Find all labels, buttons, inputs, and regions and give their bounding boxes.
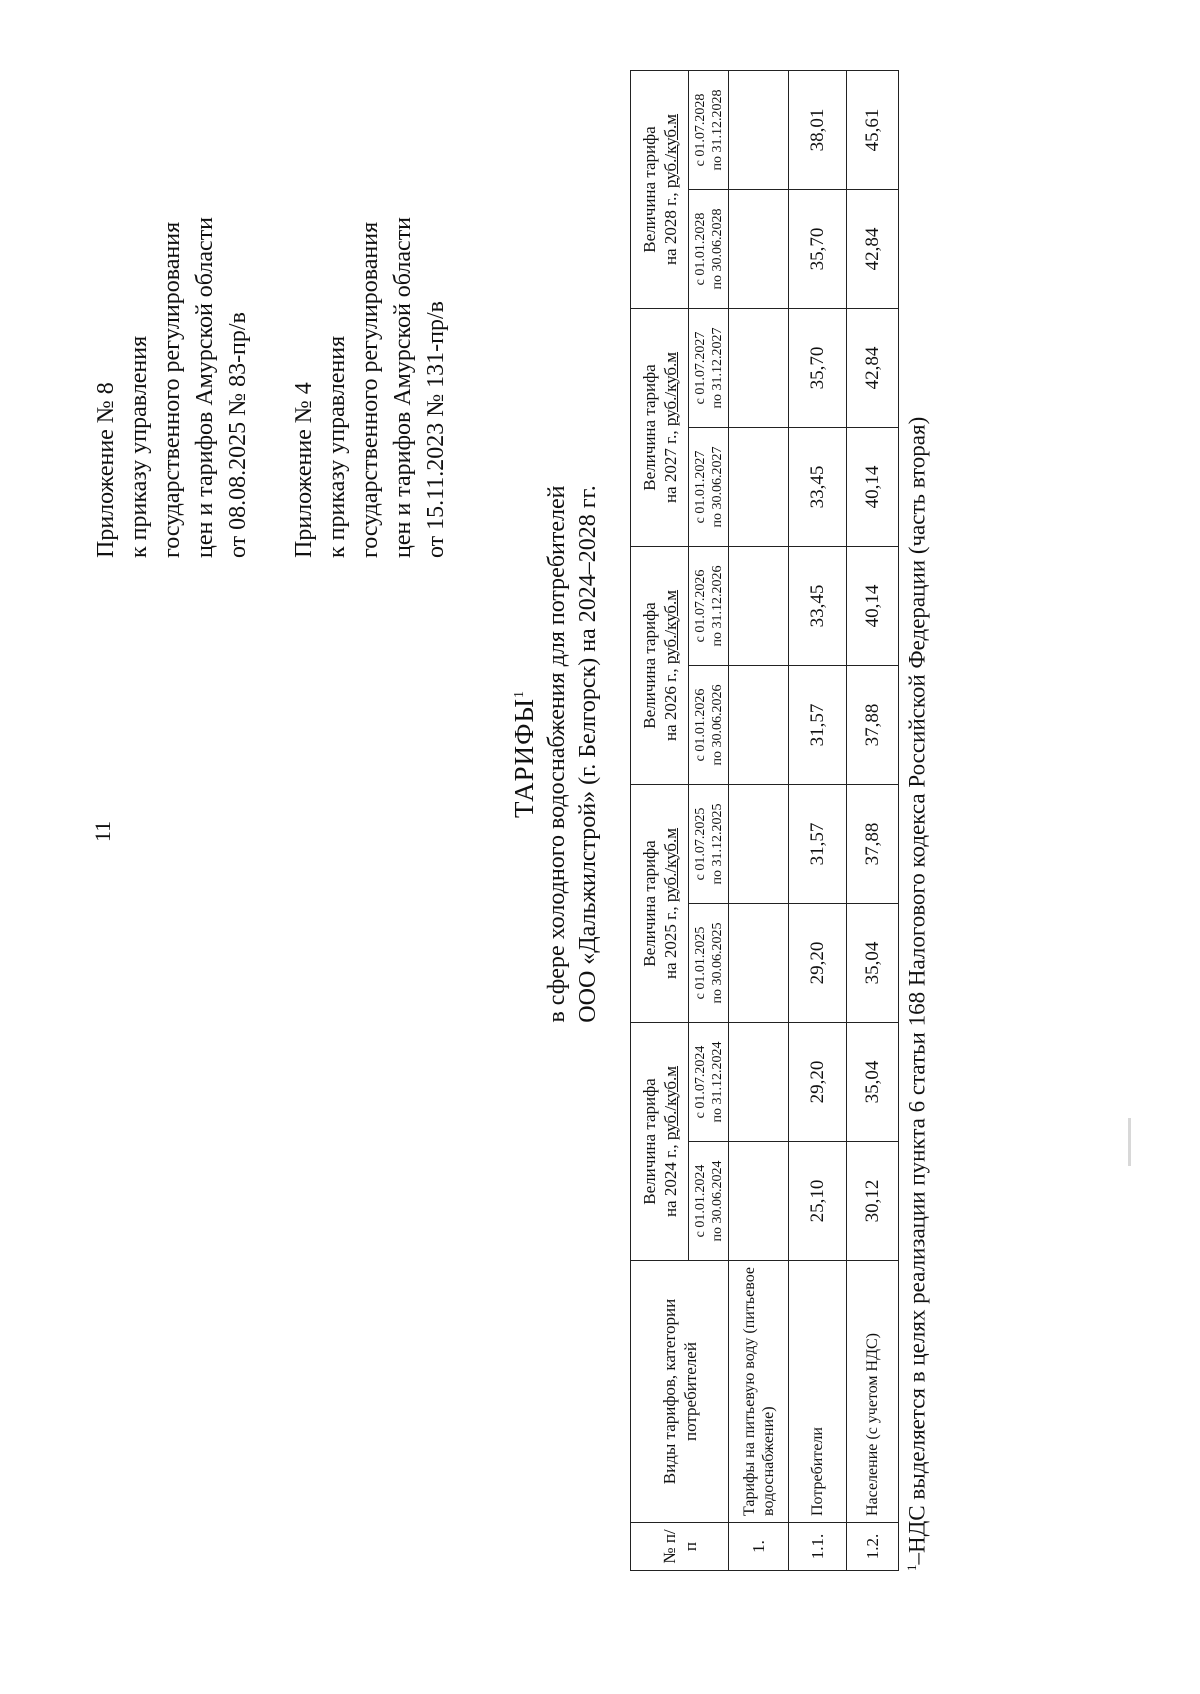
tariff-cell: [729, 309, 789, 428]
title-line-1: в сфере холодного водоснабжения для потребителей: [544, 485, 570, 1023]
document-title: [502, 304, 604, 1204]
tariff-cell: 42,84: [847, 309, 899, 428]
tariff-cell: 37,88: [847, 785, 899, 904]
header-period: с 01.07.2027 по 31.12.2027: [689, 309, 729, 428]
header-period: с 01.07.2024 по 31.12.2024: [689, 1023, 729, 1142]
title-line-2: ООО «Дальжилстрой» (г. Белгорск) на 2024–2028 гг.: [575, 485, 601, 1023]
row-no: 1.2.: [847, 1523, 899, 1571]
appendix-line: от 15.11.2023 № 131-пр/в: [423, 300, 449, 558]
tariff-cell: 25,10: [789, 1142, 847, 1261]
footnote-mark: 1: [512, 689, 527, 698]
header-period: с 01.01.2027 по 30.06.2027: [689, 428, 729, 547]
footnote: [904, 417, 931, 1571]
scan-mark: [1128, 1118, 1131, 1166]
header-period: с 01.07.2026 по 31.12.2026: [689, 547, 729, 666]
tariff-cell: 38,01: [789, 71, 847, 190]
tariff-cell: 35,70: [789, 190, 847, 309]
tariff-cell: [729, 1142, 789, 1261]
appendix-line: к приказу управления: [126, 335, 152, 558]
appendix-line: к приказу управления: [324, 335, 350, 558]
row-no: 1.1.: [789, 1523, 847, 1571]
header-period: с 01.01.2026 по 30.06.2026: [689, 666, 729, 785]
header-year-2028: Величина тарифа на 2028 г., руб./куб.м: [631, 71, 689, 309]
appendix-line: государственного регулирования: [159, 221, 185, 558]
appendix-line: Приложение № 4: [291, 382, 317, 558]
tariff-cell: 31,57: [789, 666, 847, 785]
tariff-cell: 33,45: [789, 428, 847, 547]
table-row: [847, 71, 899, 1571]
appendix-current: [90, 217, 255, 558]
title-main: ТАРИФЫ$^1$: [509, 689, 539, 819]
header-row-years: [631, 71, 689, 1571]
tariff-cell: 40,14: [847, 428, 899, 547]
tariff-cell: [729, 190, 789, 309]
appendix-line: от 08.08.2025 № 83-пр/в: [225, 312, 251, 558]
tariff-cell: 35,70: [789, 309, 847, 428]
appendix-original: [288, 217, 453, 558]
tariff-cell: [729, 904, 789, 1023]
header-year-2025: Величина тарифа на 2025 г., руб./куб.м: [631, 785, 689, 1023]
appendix-line: цен и тарифов Амурской области: [192, 216, 218, 558]
header-period: с 01.07.2028 по 31.12.2028: [689, 71, 729, 190]
header-year-2027: Величина тарифа на 2027 г., руб./куб.м: [631, 309, 689, 547]
appendix-line: цен и тарифов Амурской области: [390, 216, 416, 558]
footnote-text: –НДС выделяется в целях реализации пункта 6 статьи 168 Налогового кодекса Российской Федерации (часть вторая): [904, 416, 930, 1565]
row-name: Население (с учетом НДС): [847, 1261, 899, 1523]
header-period: с 01.01.2028 по 30.06.2028: [689, 190, 729, 309]
tariff-cell: 31,57: [789, 785, 847, 904]
row-name: Тарифы на питьевую воду (питьевое водоснабжение): [729, 1261, 789, 1523]
row-no: 1.: [729, 1523, 789, 1571]
tariff-cell: 45,61: [847, 71, 899, 190]
tariff-cell: 35,04: [847, 904, 899, 1023]
page-number: 11: [90, 820, 115, 842]
header-period: с 01.01.2024 по 30.06.2024: [689, 1142, 729, 1261]
tariff-cell: 35,04: [847, 1023, 899, 1142]
tariff-cell: 42,84: [847, 190, 899, 309]
tariff-cell: 33,45: [789, 547, 847, 666]
header-period: с 01.01.2025 по 30.06.2025: [689, 904, 729, 1023]
tariff-cell: 29,20: [789, 1023, 847, 1142]
tariff-cell: [729, 428, 789, 547]
footnote-mark: 1: [904, 1564, 919, 1571]
header-no: № п/п: [631, 1523, 729, 1571]
tariff-cell: [729, 785, 789, 904]
tariff-cell: 40,14: [847, 547, 899, 666]
tariff-cell: 29,20: [789, 904, 847, 1023]
header-type: Виды тарифов, категории потребителей: [631, 1261, 729, 1523]
tariff-cell: [729, 666, 789, 785]
header-period: с 01.07.2025 по 31.12.2025: [689, 785, 729, 904]
header-year-2024: Величина тарифа на 2024 г., руб./куб.м: [631, 1023, 689, 1261]
tariff-cell: 30,12: [847, 1142, 899, 1261]
appendix-line: Приложение № 8: [93, 382, 119, 558]
tariff-cell: 37,88: [847, 666, 899, 785]
table-row: [729, 71, 789, 1571]
tariff-cell: [729, 547, 789, 666]
tariff-table: [630, 70, 899, 1571]
tariff-cell: [729, 1023, 789, 1142]
header-year-2026: Величина тарифа на 2026 г., руб./куб.м: [631, 547, 689, 785]
table-row: [789, 71, 847, 1571]
row-name: Потребители: [789, 1261, 847, 1523]
appendix-line: государственного регулирования: [357, 221, 383, 558]
tariff-cell: [729, 71, 789, 190]
